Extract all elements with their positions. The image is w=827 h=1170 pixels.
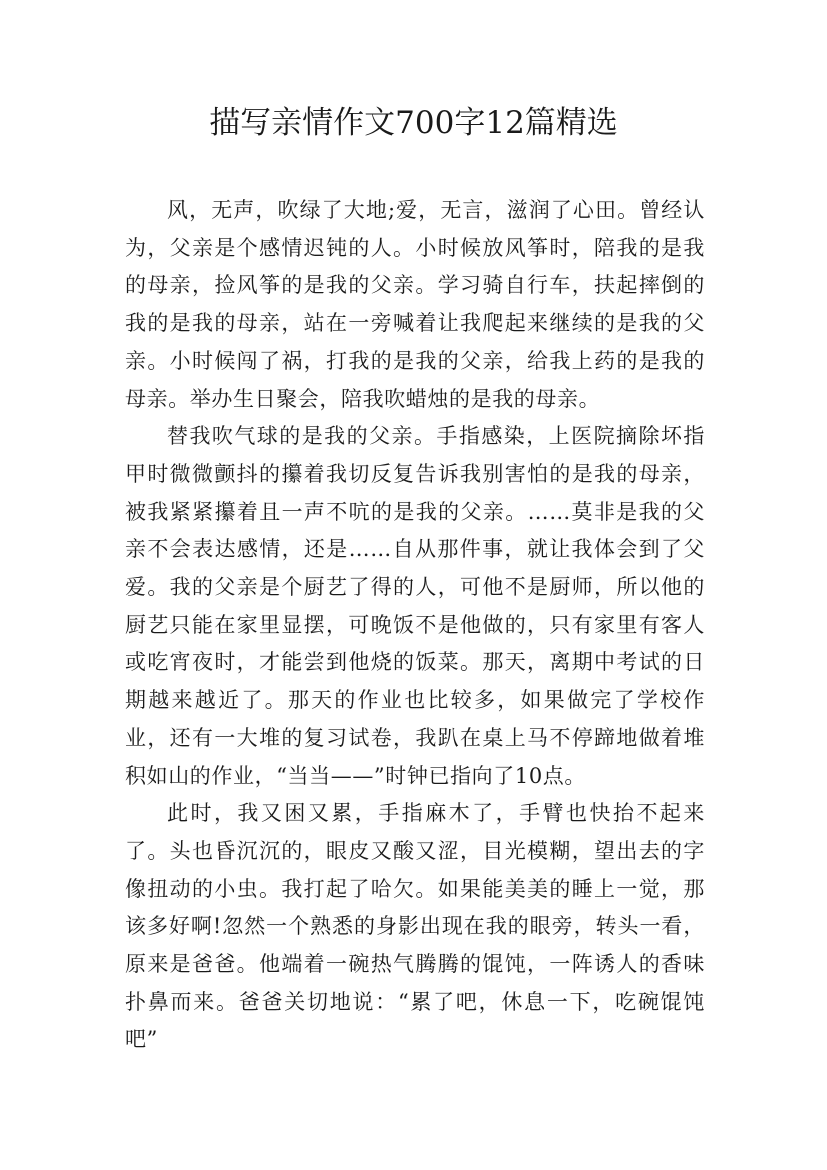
paragraph-2: 替我吹气球的是我的父亲。手指感染，上医院摘除坏指甲时微微颤抖的攥着我切反复告诉我别害怕的是我的母亲，被我紧紧攥着且一声不吭的是我的父亲。……莫非是我的父亲不会表达感情，还是……自从那件事，就让我体会到了父爱。我的父亲是个厨艺了得的人，可他不是厨师，所以他的厨艺只能在家里显摆，可晚饭不是他做的，只有家里有客人或吃宵夜时，才能尝到他烧的饭菜。那天，离期中考试的日期越来越近了。那天的作业也比较多，如果做完了学校作业，还有一大堆的复习试卷，我趴在桌上马不停蹄地做着堆积如山的作业，“当当——”时钟已指向了10点。 [125, 424, 705, 788]
document-body [125, 192, 705, 1059]
document-title: 描写亲情作文700字12篇精选 [209, 105, 618, 141]
paragraph-3: 此时，我又困又累，手指麻木了，手臂也快抬不起来了。头也昏沉沉的，眼皮又酸又涩，目光模糊，望出去的字像扭动的小虫。我打起了哈欠。如果能美美的睡上一觉，那该多好啊!忽然一个熟悉的身影出现在我的眼旁，转头一看，原来是爸爸。他端着一碗热气腾腾的馄饨，一阵诱人的香味扑鼻而来。爸爸关切地说：“累了吧，休息一下，吃碗馄饨吧” [125, 801, 705, 1052]
paragraph-1: 风，无声，吹绿了大地;爱，无言，滋润了心田。曾经认为，父亲是个感情迟钝的人。小时候放风筝时，陪我的是我的母亲，捡风筝的是我的父亲。学习骑自行车，扶起摔倒的我的是我的母亲，站在一旁喊着让我爬起来继续的是我的父亲。小时候闯了祸，打我的是我的父亲，给我上药的是我的母亲。举办生日聚会，陪我吹蜡烛的是我的母亲。 [125, 198, 705, 411]
